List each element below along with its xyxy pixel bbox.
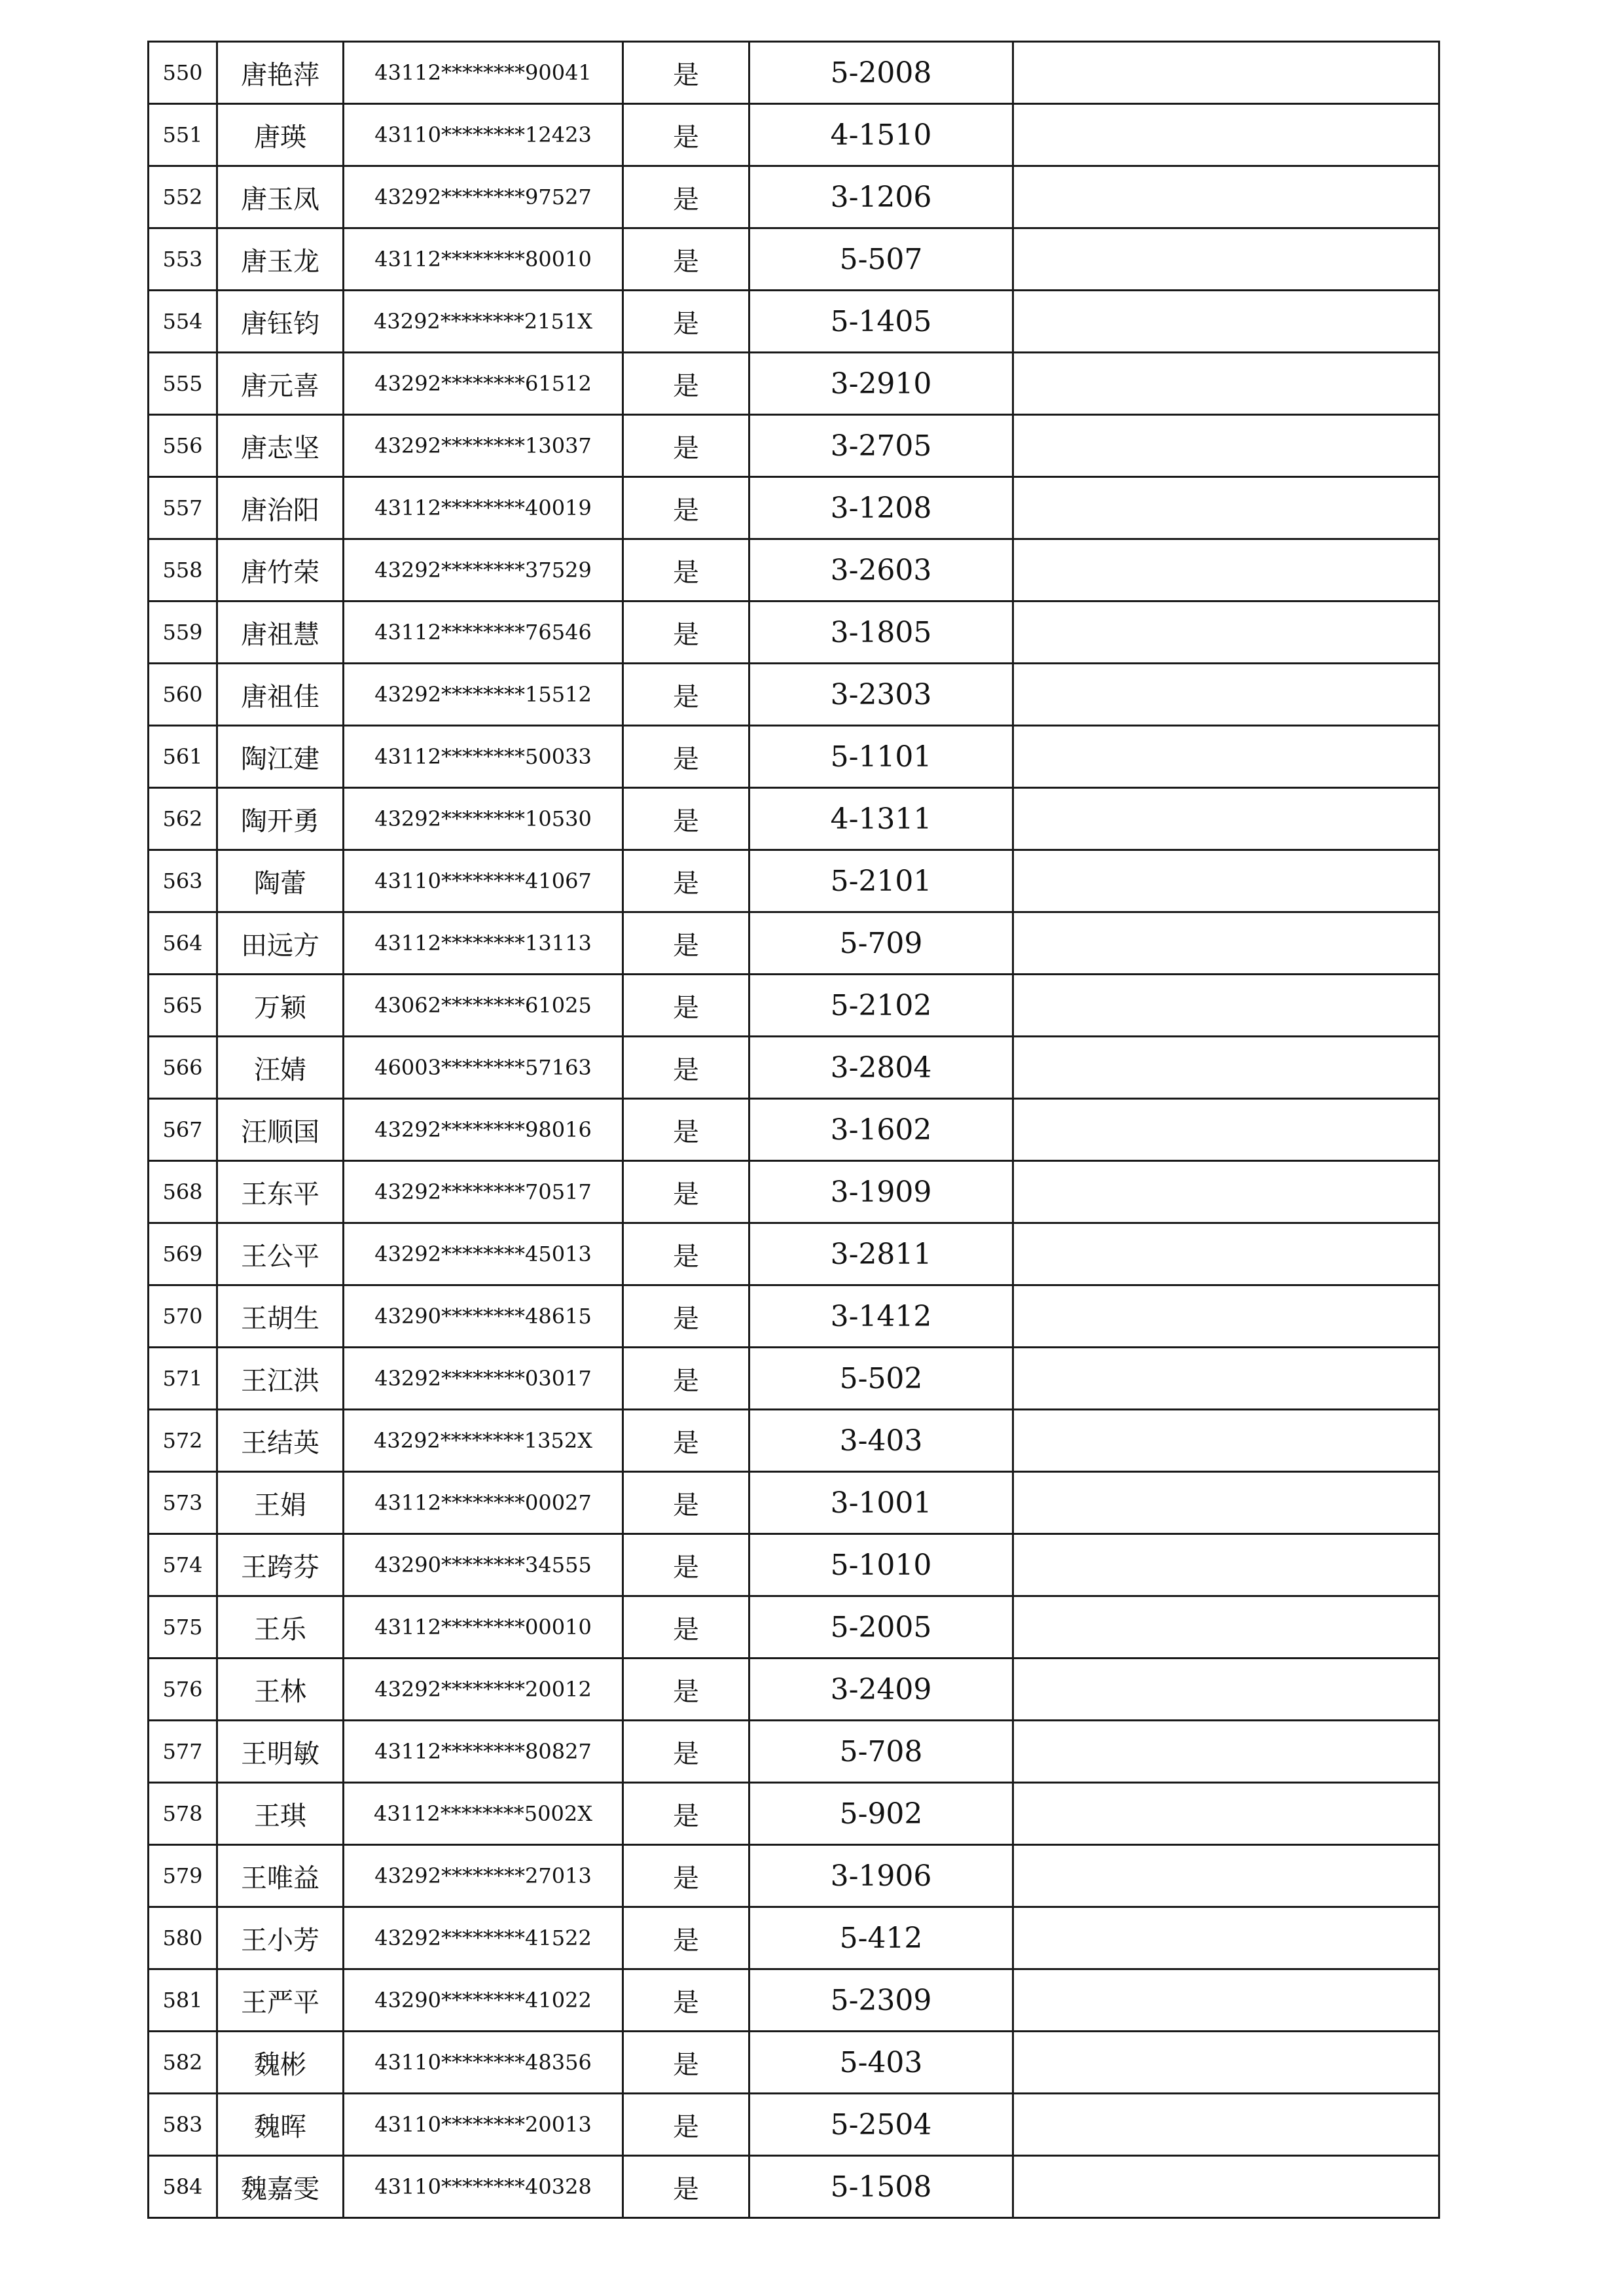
table-row	[149, 1348, 1439, 1410]
id-number: 43290********48615	[344, 1285, 623, 1348]
row-number: 564	[149, 912, 217, 975]
row-number: 559	[149, 601, 217, 664]
roster-table	[147, 41, 1440, 2219]
row-number: 563	[149, 850, 217, 912]
id-number: 43062********61025	[344, 975, 623, 1037]
eligibility-flag: 是	[623, 912, 749, 975]
id-number: 43112********50033	[344, 726, 623, 788]
eligibility-flag: 是	[623, 477, 749, 539]
remark-cell	[1013, 415, 1439, 477]
eligibility-flag: 是	[623, 664, 749, 726]
id-number: 43292********98016	[344, 1099, 623, 1161]
row-number: 562	[149, 788, 217, 850]
room-number: 5-902	[749, 1783, 1013, 1845]
eligibility-flag: 是	[623, 42, 749, 104]
person-name: 王跨芬	[217, 1534, 344, 1596]
eligibility-flag: 是	[623, 2156, 749, 2218]
row-number: 576	[149, 1659, 217, 1721]
person-name: 唐祖佳	[217, 664, 344, 726]
remark-cell	[1013, 1907, 1439, 1969]
room-number: 3-2409	[749, 1659, 1013, 1721]
remark-cell	[1013, 1285, 1439, 1348]
row-number: 557	[149, 477, 217, 539]
person-name: 田远方	[217, 912, 344, 975]
table-row	[149, 1285, 1439, 1348]
person-name: 唐竹荣	[217, 539, 344, 601]
remark-cell	[1013, 1596, 1439, 1659]
eligibility-flag: 是	[623, 850, 749, 912]
remark-cell	[1013, 1721, 1439, 1783]
remark-cell	[1013, 1410, 1439, 1472]
person-name: 王小芳	[217, 1907, 344, 1969]
room-number: 5-507	[749, 228, 1013, 291]
eligibility-flag: 是	[623, 1596, 749, 1659]
row-number: 569	[149, 1223, 217, 1285]
room-number: 5-708	[749, 1721, 1013, 1783]
table-row	[149, 1534, 1439, 1596]
row-number: 552	[149, 166, 217, 228]
eligibility-flag: 是	[623, 1037, 749, 1099]
person-name: 唐祖慧	[217, 601, 344, 664]
eligibility-flag: 是	[623, 1223, 749, 1285]
table-row	[149, 1721, 1439, 1783]
person-name: 唐钰钧	[217, 291, 344, 353]
remark-cell	[1013, 912, 1439, 975]
remark-cell	[1013, 975, 1439, 1037]
remark-cell	[1013, 1223, 1439, 1285]
person-name: 唐玉凤	[217, 166, 344, 228]
id-number: 46003********57163	[344, 1037, 623, 1099]
remark-cell	[1013, 2032, 1439, 2094]
id-number: 43292********97527	[344, 166, 623, 228]
id-number: 43110********12423	[344, 104, 623, 166]
remark-cell	[1013, 1969, 1439, 2032]
eligibility-flag: 是	[623, 1845, 749, 1907]
remark-cell	[1013, 726, 1439, 788]
id-number: 43112********40019	[344, 477, 623, 539]
row-number: 568	[149, 1161, 217, 1223]
table-row	[149, 477, 1439, 539]
remark-cell	[1013, 1348, 1439, 1410]
person-name: 魏嘉雯	[217, 2156, 344, 2218]
remark-cell	[1013, 477, 1439, 539]
remark-cell	[1013, 2094, 1439, 2156]
eligibility-flag: 是	[623, 1348, 749, 1410]
remark-cell	[1013, 1845, 1439, 1907]
row-number: 580	[149, 1907, 217, 1969]
room-number: 5-1010	[749, 1534, 1013, 1596]
room-number: 3-2603	[749, 539, 1013, 601]
eligibility-flag: 是	[623, 1472, 749, 1534]
eligibility-flag: 是	[623, 353, 749, 415]
room-number: 5-412	[749, 1907, 1013, 1969]
id-number: 43292********37529	[344, 539, 623, 601]
table-row	[149, 291, 1439, 353]
person-name: 王胡生	[217, 1285, 344, 1348]
row-number: 567	[149, 1099, 217, 1161]
eligibility-flag: 是	[623, 975, 749, 1037]
row-number: 577	[149, 1721, 217, 1783]
person-name: 王琪	[217, 1783, 344, 1845]
eligibility-flag: 是	[623, 1783, 749, 1845]
id-number: 43292********45013	[344, 1223, 623, 1285]
id-number: 43290********41022	[344, 1969, 623, 2032]
id-number: 43112********76546	[344, 601, 623, 664]
person-name: 陶开勇	[217, 788, 344, 850]
eligibility-flag: 是	[623, 726, 749, 788]
id-number: 43292********10530	[344, 788, 623, 850]
eligibility-flag: 是	[623, 2094, 749, 2156]
id-number: 43110********41067	[344, 850, 623, 912]
eligibility-flag: 是	[623, 291, 749, 353]
eligibility-flag: 是	[623, 166, 749, 228]
row-number: 554	[149, 291, 217, 353]
row-number: 566	[149, 1037, 217, 1099]
remark-cell	[1013, 228, 1439, 291]
table-row	[149, 788, 1439, 850]
remark-cell	[1013, 1783, 1439, 1845]
table-row	[149, 1907, 1439, 1969]
id-number: 43292********1352X	[344, 1410, 623, 1472]
room-number: 5-2102	[749, 975, 1013, 1037]
room-number: 3-1001	[749, 1472, 1013, 1534]
id-number: 43110********48356	[344, 2032, 623, 2094]
remark-cell	[1013, 2156, 1439, 2218]
table-row	[149, 1223, 1439, 1285]
roster-body	[149, 42, 1439, 2218]
eligibility-flag: 是	[623, 104, 749, 166]
id-number: 43112********80827	[344, 1721, 623, 1783]
room-number: 5-2309	[749, 1969, 1013, 2032]
row-number: 583	[149, 2094, 217, 2156]
id-number: 43112********00027	[344, 1472, 623, 1534]
table-row	[149, 1161, 1439, 1223]
eligibility-flag: 是	[623, 1907, 749, 1969]
row-number: 571	[149, 1348, 217, 1410]
id-number: 43292********41522	[344, 1907, 623, 1969]
table-row	[149, 1596, 1439, 1659]
eligibility-flag: 是	[623, 1659, 749, 1721]
id-number: 43112********00010	[344, 1596, 623, 1659]
table-row	[149, 42, 1439, 104]
row-number: 560	[149, 664, 217, 726]
table-row	[149, 228, 1439, 291]
remark-cell	[1013, 1472, 1439, 1534]
person-name: 万颖	[217, 975, 344, 1037]
room-number: 5-2101	[749, 850, 1013, 912]
remark-cell	[1013, 664, 1439, 726]
eligibility-flag: 是	[623, 415, 749, 477]
eligibility-flag: 是	[623, 228, 749, 291]
person-name: 陶江建	[217, 726, 344, 788]
room-number: 5-1101	[749, 726, 1013, 788]
room-number: 3-2910	[749, 353, 1013, 415]
table-row	[149, 2156, 1439, 2218]
room-number: 5-502	[749, 1348, 1013, 1410]
remark-cell	[1013, 353, 1439, 415]
row-number: 572	[149, 1410, 217, 1472]
room-number: 4-1311	[749, 788, 1013, 850]
remark-cell	[1013, 1037, 1439, 1099]
person-name: 王唯益	[217, 1845, 344, 1907]
id-number: 43112********80010	[344, 228, 623, 291]
person-name: 魏晖	[217, 2094, 344, 2156]
id-number: 43292********20012	[344, 1659, 623, 1721]
eligibility-flag: 是	[623, 601, 749, 664]
table-row	[149, 2032, 1439, 2094]
room-number: 5-709	[749, 912, 1013, 975]
id-number: 43292********13037	[344, 415, 623, 477]
eligibility-flag: 是	[623, 2032, 749, 2094]
row-number: 573	[149, 1472, 217, 1534]
person-name: 唐志坚	[217, 415, 344, 477]
id-number: 43292********61512	[344, 353, 623, 415]
id-number: 43292********03017	[344, 1348, 623, 1410]
id-number: 43112********5002X	[344, 1783, 623, 1845]
eligibility-flag: 是	[623, 1161, 749, 1223]
eligibility-flag: 是	[623, 1410, 749, 1472]
row-number: 565	[149, 975, 217, 1037]
row-number: 581	[149, 1969, 217, 2032]
person-name: 唐艳萍	[217, 42, 344, 104]
id-number: 43292********2151X	[344, 291, 623, 353]
id-number: 43112********13113	[344, 912, 623, 975]
room-number: 3-1906	[749, 1845, 1013, 1907]
row-number: 555	[149, 353, 217, 415]
id-number: 43112********90041	[344, 42, 623, 104]
table-row	[149, 166, 1439, 228]
table-row	[149, 912, 1439, 975]
room-number: 3-1208	[749, 477, 1013, 539]
row-number: 578	[149, 1783, 217, 1845]
row-number: 579	[149, 1845, 217, 1907]
person-name: 唐瑛	[217, 104, 344, 166]
room-number: 5-2005	[749, 1596, 1013, 1659]
room-number: 5-2504	[749, 2094, 1013, 2156]
table-row	[149, 415, 1439, 477]
table-row	[149, 664, 1439, 726]
row-number: 561	[149, 726, 217, 788]
person-name: 汪顺国	[217, 1099, 344, 1161]
room-number: 4-1510	[749, 104, 1013, 166]
person-name: 魏彬	[217, 2032, 344, 2094]
table-row	[149, 1659, 1439, 1721]
table-row	[149, 1099, 1439, 1161]
room-number: 3-2303	[749, 664, 1013, 726]
person-name: 王林	[217, 1659, 344, 1721]
person-name: 王结英	[217, 1410, 344, 1472]
table-row	[149, 353, 1439, 415]
id-number: 43292********70517	[344, 1161, 623, 1223]
table-row	[149, 601, 1439, 664]
table-row	[149, 850, 1439, 912]
remark-cell	[1013, 1161, 1439, 1223]
person-name: 王公平	[217, 1223, 344, 1285]
room-number: 3-1206	[749, 166, 1013, 228]
person-name: 陶蕾	[217, 850, 344, 912]
room-number: 3-403	[749, 1410, 1013, 1472]
person-name: 唐玉龙	[217, 228, 344, 291]
person-name: 王东平	[217, 1161, 344, 1223]
room-number: 5-1405	[749, 291, 1013, 353]
room-number: 3-1805	[749, 601, 1013, 664]
row-number: 584	[149, 2156, 217, 2218]
id-number: 43110********40328	[344, 2156, 623, 2218]
eligibility-flag: 是	[623, 1721, 749, 1783]
remark-cell	[1013, 1099, 1439, 1161]
table-row	[149, 975, 1439, 1037]
row-number: 558	[149, 539, 217, 601]
remark-cell	[1013, 1659, 1439, 1721]
room-number: 3-1602	[749, 1099, 1013, 1161]
row-number: 550	[149, 42, 217, 104]
remark-cell	[1013, 850, 1439, 912]
eligibility-flag: 是	[623, 1534, 749, 1596]
room-number: 3-2804	[749, 1037, 1013, 1099]
table-row	[149, 1845, 1439, 1907]
table-row	[149, 1472, 1439, 1534]
row-number: 575	[149, 1596, 217, 1659]
room-number: 5-1508	[749, 2156, 1013, 2218]
eligibility-flag: 是	[623, 1099, 749, 1161]
row-number: 551	[149, 104, 217, 166]
remark-cell	[1013, 788, 1439, 850]
room-number: 5-403	[749, 2032, 1013, 2094]
row-number: 570	[149, 1285, 217, 1348]
eligibility-flag: 是	[623, 788, 749, 850]
table-row	[149, 1410, 1439, 1472]
person-name: 汪婧	[217, 1037, 344, 1099]
person-name: 王江洪	[217, 1348, 344, 1410]
id-number: 43292********15512	[344, 664, 623, 726]
person-name: 王明敏	[217, 1721, 344, 1783]
person-name: 王严平	[217, 1969, 344, 2032]
row-number: 556	[149, 415, 217, 477]
person-name: 王乐	[217, 1596, 344, 1659]
table-row	[149, 1783, 1439, 1845]
table-row	[149, 539, 1439, 601]
person-name: 唐元喜	[217, 353, 344, 415]
remark-cell	[1013, 1534, 1439, 1596]
room-number: 3-2811	[749, 1223, 1013, 1285]
remark-cell	[1013, 104, 1439, 166]
room-number: 3-2705	[749, 415, 1013, 477]
id-number: 43292********27013	[344, 1845, 623, 1907]
eligibility-flag: 是	[623, 1969, 749, 2032]
table-row	[149, 104, 1439, 166]
remark-cell	[1013, 42, 1439, 104]
row-number: 574	[149, 1534, 217, 1596]
row-number: 553	[149, 228, 217, 291]
id-number: 43290********34555	[344, 1534, 623, 1596]
remark-cell	[1013, 291, 1439, 353]
eligibility-flag: 是	[623, 1285, 749, 1348]
table-row	[149, 726, 1439, 788]
room-number: 3-1412	[749, 1285, 1013, 1348]
table-row	[149, 1037, 1439, 1099]
room-number: 5-2008	[749, 42, 1013, 104]
remark-cell	[1013, 166, 1439, 228]
table-row	[149, 2094, 1439, 2156]
person-name: 唐治阳	[217, 477, 344, 539]
row-number: 582	[149, 2032, 217, 2094]
id-number: 43110********20013	[344, 2094, 623, 2156]
person-name: 王娟	[217, 1472, 344, 1534]
eligibility-flag: 是	[623, 539, 749, 601]
remark-cell	[1013, 601, 1439, 664]
room-number: 3-1909	[749, 1161, 1013, 1223]
table-row	[149, 1969, 1439, 2032]
remark-cell	[1013, 539, 1439, 601]
